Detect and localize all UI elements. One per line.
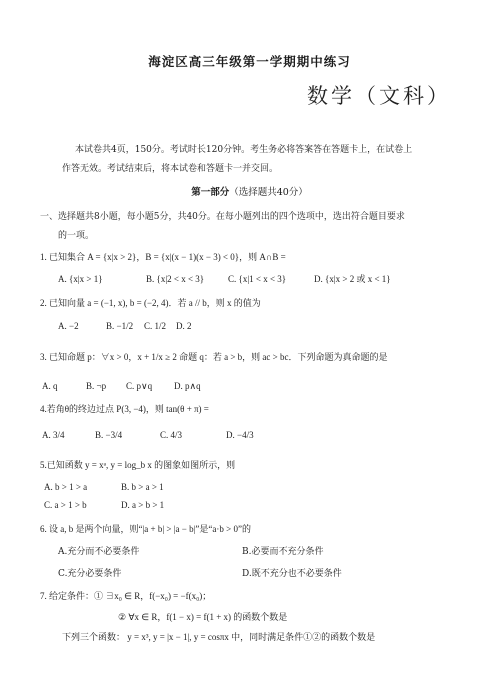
question-4-option-d: D. −4/3 <box>226 430 254 440</box>
question-3-stem: 3. 已知命题 p：∀x > 0，x + 1/x ≥ 2 命题 q：若 a > b，则 ac > bc．下列命题为真命题的是 <box>40 352 388 362</box>
question-2-option-c: C. 1/2 <box>144 321 167 331</box>
question-5-stem: 5.已知函数 y = xᵃ, y = log_b x 的图象如图所示，则 <box>40 460 236 470</box>
part-one-note: （选择题共40分） <box>229 187 308 198</box>
question-2-option-a: A. −2 <box>58 321 79 331</box>
question-5-option-b: B. b > a > 1 <box>121 482 164 492</box>
exam-title: 海淀区高三年级第一学期期中练习 <box>148 54 351 69</box>
question-7-functions-line: 下列三个函数： y = x³, y = |x − 1|, y = cosπx 中，同时满足条件①②的函数个数是 <box>62 632 376 642</box>
question-6-option-a: A.充分而不必要条件 <box>58 547 140 557</box>
part-one-title: 第一部分 <box>191 187 230 198</box>
question-3-option-a: A. q <box>42 381 58 391</box>
question-5-option-c: C. a > 1 > b <box>44 500 87 510</box>
subject-title: 数学（文科） <box>307 84 451 108</box>
question-3-option-d: D. p∧q <box>174 381 201 391</box>
question-2-stem: 2. 已知向量 a = (−1, x), b = (−2, 4)．若 a // b，则 x 的值为 <box>40 298 261 308</box>
question-7-stem: 7. 给定条件：① ∃x₀ ∈ R，f(−x₀) = −f(x₀)； <box>40 591 212 601</box>
question-5-option-a: A. b > 1 > a <box>44 482 88 492</box>
question-4-option-b: B. −3/4 <box>95 430 123 440</box>
question-1-option-c: C. {x|1 < x < 3} <box>228 274 287 284</box>
question-3-option-c: C. p∨q <box>126 381 153 391</box>
question-4-option-c: C. 4/3 <box>160 430 183 440</box>
instructions-line-1: 本试卷共4页，150分。考试时长120分钟。考生务必将答案答在答题卡上，在试卷上 <box>75 145 413 155</box>
question-6-option-d: D.既不充分也不必要条件 <box>242 569 342 579</box>
question-4-option-a: A. 3/4 <box>42 430 65 440</box>
question-4-stem: 4.若角θ的终边过点 P(3, −4)，则 tan(θ + π) = <box>40 404 209 414</box>
question-6-stem: 6. 设 a, b 是两个向量，则“|a + b| > |a − b|”是“a·b > 0”的 <box>40 524 251 534</box>
question-1-option-a: A. {x|x > 1} <box>58 274 103 284</box>
question-6-option-b: B.必要而不充分条件 <box>242 547 324 557</box>
section-instruction-line-2: 的一项。 <box>58 231 95 241</box>
question-6-option-c: C.充分必要条件 <box>58 569 122 579</box>
question-3-option-b: B. ¬p <box>86 381 107 391</box>
question-1-option-d: D. {x|x > 2 或 x < 1} <box>314 274 391 284</box>
section-instruction-line-1: 一、选择题共8小题，每小题5分，共40分。在每小题列出的四个选项中，选出符合题目要求 <box>40 212 405 222</box>
question-7-condition-2: ② ∀x ∈ R，f(1 − x) = f(1 + x) 的函数个数是 <box>118 612 288 622</box>
question-2-option-b: B. −1/2 <box>106 321 134 331</box>
question-1-stem: 1. 已知集合 A = {x|x > 2}，B = {x|(x − 1)(x − 3) < 0}，则 A∩B = <box>40 252 286 262</box>
question-1-option-b: B. {x|2 < x < 3} <box>146 274 205 284</box>
question-5-option-d: D. a > b > 1 <box>121 500 165 510</box>
instructions-line-2: 作答无效。考试结束后，将本试卷和答题卡一并交回。 <box>62 164 279 174</box>
question-2-option-d: D. 2 <box>176 321 192 331</box>
part-one-heading <box>0 184 499 198</box>
